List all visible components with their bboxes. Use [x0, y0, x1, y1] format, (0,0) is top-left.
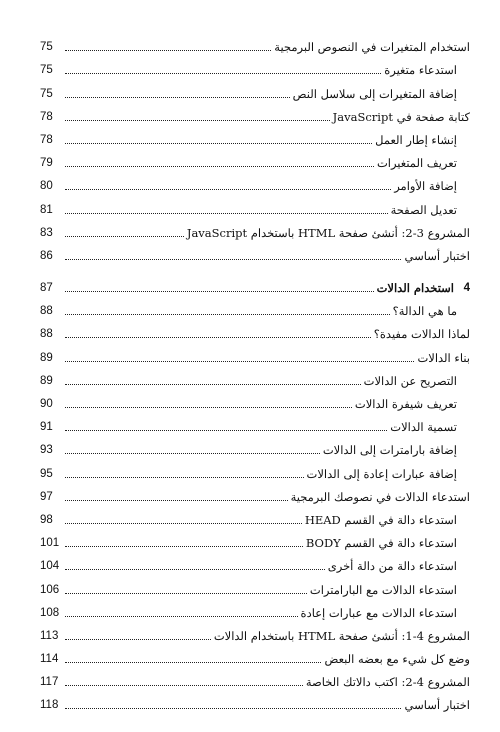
- toc-page-number: 95: [40, 467, 53, 480]
- toc-page-number: 75: [40, 41, 53, 54]
- toc-entry-title: تعريف المتغيرات: [376, 156, 457, 171]
- toc-entry-row: [40, 694, 470, 717]
- toc-entry-row: [40, 370, 470, 393]
- toc-page-number: 80: [40, 180, 53, 193]
- table-of-contents: [40, 36, 470, 717]
- toc-page-number: 86: [40, 249, 53, 262]
- toc-entry-row: [40, 486, 470, 509]
- dot-leader: [65, 708, 401, 709]
- dot-leader: [65, 639, 211, 640]
- dot-leader: [65, 662, 321, 663]
- toc-entry-title: استدعاء دالة من دالة أخرى: [327, 559, 457, 574]
- dot-leader: [65, 337, 371, 338]
- toc-page-number: 88: [40, 328, 53, 341]
- toc-entry-title: اختبار أساسي: [404, 698, 470, 713]
- dot-leader: [65, 616, 298, 617]
- toc-entry-row: [40, 555, 470, 578]
- toc-entry-title: لماذا الدالات مفيدة؟: [373, 327, 470, 342]
- dot-leader: [65, 523, 302, 524]
- toc-entry-row: [40, 602, 470, 625]
- toc-page-number: 88: [40, 305, 53, 318]
- toc-entry-row: [40, 323, 470, 346]
- toc-entry-title: إضافة عبارات إعادة إلى الدالات: [306, 466, 457, 481]
- dot-leader: [65, 430, 387, 431]
- dot-leader: [65, 361, 414, 362]
- toc-entry-row: [40, 648, 470, 671]
- toc-entry-row: [40, 222, 470, 245]
- toc-page-number: 117: [40, 676, 59, 689]
- toc-page-number: 78: [40, 110, 53, 123]
- toc-entry-title: تعريف شيفرة الدالات: [354, 397, 457, 411]
- toc-entry-row: [40, 129, 470, 152]
- toc-entry-row: [40, 198, 470, 221]
- dot-leader: [65, 477, 304, 478]
- toc-page-number: 90: [40, 398, 53, 410]
- toc-page-number: 106: [40, 583, 60, 596]
- dot-leader: [65, 569, 325, 570]
- toc-entry-row: [40, 462, 470, 485]
- toc-entry-row: [40, 439, 470, 462]
- toc-entry-row: [40, 416, 470, 439]
- toc-page-number: 78: [40, 133, 53, 146]
- toc-entry-title: استدعاء دالة في القسم BODY: [305, 536, 457, 551]
- toc-entry-title: ما هي الدالة؟: [392, 304, 457, 319]
- toc-entry-title: اختبار أساسي: [404, 248, 470, 263]
- dot-leader: [65, 143, 372, 144]
- toc-entry-row: [40, 36, 470, 59]
- toc-chapter-row: [40, 277, 470, 300]
- toc-page-number: 75: [40, 64, 53, 77]
- dot-leader: [65, 685, 303, 686]
- toc-entry-title: استدعاء الدالات مع البارامترات: [309, 582, 457, 597]
- toc-entry-row: [40, 625, 470, 648]
- chapter-number: 4: [463, 282, 470, 295]
- toc-page-number: 87: [40, 282, 53, 295]
- toc-entry-row: [40, 82, 470, 105]
- dot-leader: [65, 384, 361, 385]
- toc-page-number: 118: [40, 699, 59, 712]
- toc-page-number: 83: [40, 226, 53, 239]
- dot-leader: [65, 50, 271, 51]
- dot-leader: [65, 593, 307, 594]
- dot-leader: [65, 97, 290, 98]
- toc-page-number: 93: [40, 444, 53, 457]
- toc-page-number: 89: [40, 351, 53, 364]
- toc-page-number: 91: [40, 421, 53, 434]
- dot-leader: [65, 120, 330, 121]
- toc-page-number: 101: [40, 537, 60, 550]
- toc-entry-title: استدعاء الدالات مع عبارات إعادة: [300, 605, 457, 620]
- toc-page-number: 104: [40, 560, 60, 573]
- dot-leader: [65, 236, 184, 237]
- toc-entry-title: استدعاء دالة في القسم HEAD: [304, 512, 457, 527]
- toc-page-number: 75: [40, 87, 53, 100]
- dot-leader: [65, 407, 352, 408]
- toc-entry-title: بناء الدالات: [417, 350, 470, 365]
- toc-entry-title: استدعاء متغيرة: [384, 63, 457, 78]
- toc-entry-title: وضع كل شيء مع بعضه البعض: [324, 652, 470, 667]
- dot-leader: [65, 546, 303, 547]
- toc-page-number: 89: [40, 374, 53, 387]
- toc-entry-row: [40, 578, 470, 601]
- toc-entry-title: استخدام الدالات: [376, 281, 454, 296]
- toc-entry-row: [40, 175, 470, 198]
- dot-leader: [65, 166, 374, 167]
- toc-entry-title: تعديل الصفحة: [390, 202, 457, 217]
- toc-entry-row: [40, 59, 470, 82]
- toc-page-number: 81: [40, 203, 53, 216]
- dot-leader: [65, 314, 390, 315]
- toc-entry-title: استخدام المتغيرات في النصوص البرمجية: [274, 40, 470, 55]
- toc-entry-title: إضافة المتغيرات إلى سلاسل النص: [292, 86, 457, 101]
- toc-page-number: 113: [40, 629, 59, 642]
- toc-page-number: 108: [40, 606, 60, 619]
- toc-entry-title: المشروع 4-2: اكتب دالاتك الخاصة: [305, 675, 470, 690]
- toc-page-number: 79: [40, 157, 53, 170]
- toc-entry-title: المشروع 4-1: أنشئ صفحة HTML باستخدام الدالات: [213, 628, 470, 643]
- dot-leader: [65, 500, 288, 501]
- toc-entry-row: [40, 106, 470, 129]
- toc-page-number: 97: [40, 490, 53, 503]
- toc-entry-title: إنشاء إطار العمل: [375, 132, 457, 147]
- dot-leader: [65, 213, 388, 214]
- toc-entry-title: إضافة الأوامر: [394, 179, 457, 194]
- dot-leader: [65, 291, 374, 292]
- toc-entry-title: المشروع 3-2: أنشئ صفحة HTML باستخدام JavaScript: [186, 225, 470, 240]
- toc-entry-row: [40, 671, 470, 694]
- toc-entry-title: التصريح عن الدالات: [363, 373, 457, 388]
- dot-leader: [65, 189, 391, 190]
- toc-entry-title: كتابة صفحة في JavaScript: [332, 109, 470, 124]
- toc-entry-row: [40, 393, 470, 416]
- toc-entry-row: [40, 152, 470, 175]
- dot-leader: [65, 453, 320, 454]
- toc-entry-title: استدعاء الدالات في نصوصك البرمجية: [290, 489, 470, 504]
- dot-leader: [65, 73, 381, 74]
- toc-page-number: 98: [40, 513, 53, 526]
- toc-page-number: 114: [40, 653, 59, 666]
- toc-entry-row: [40, 532, 470, 555]
- toc-entry-row: [40, 300, 470, 323]
- toc-entry-row: [40, 245, 470, 268]
- toc-entry-row: [40, 509, 470, 532]
- toc-entry-title: تسمية الدالات: [390, 420, 457, 435]
- toc-entry-title: إضافة بارامترات إلى الدالات: [322, 443, 457, 458]
- dot-leader: [65, 259, 401, 260]
- toc-entry-row: [40, 346, 470, 369]
